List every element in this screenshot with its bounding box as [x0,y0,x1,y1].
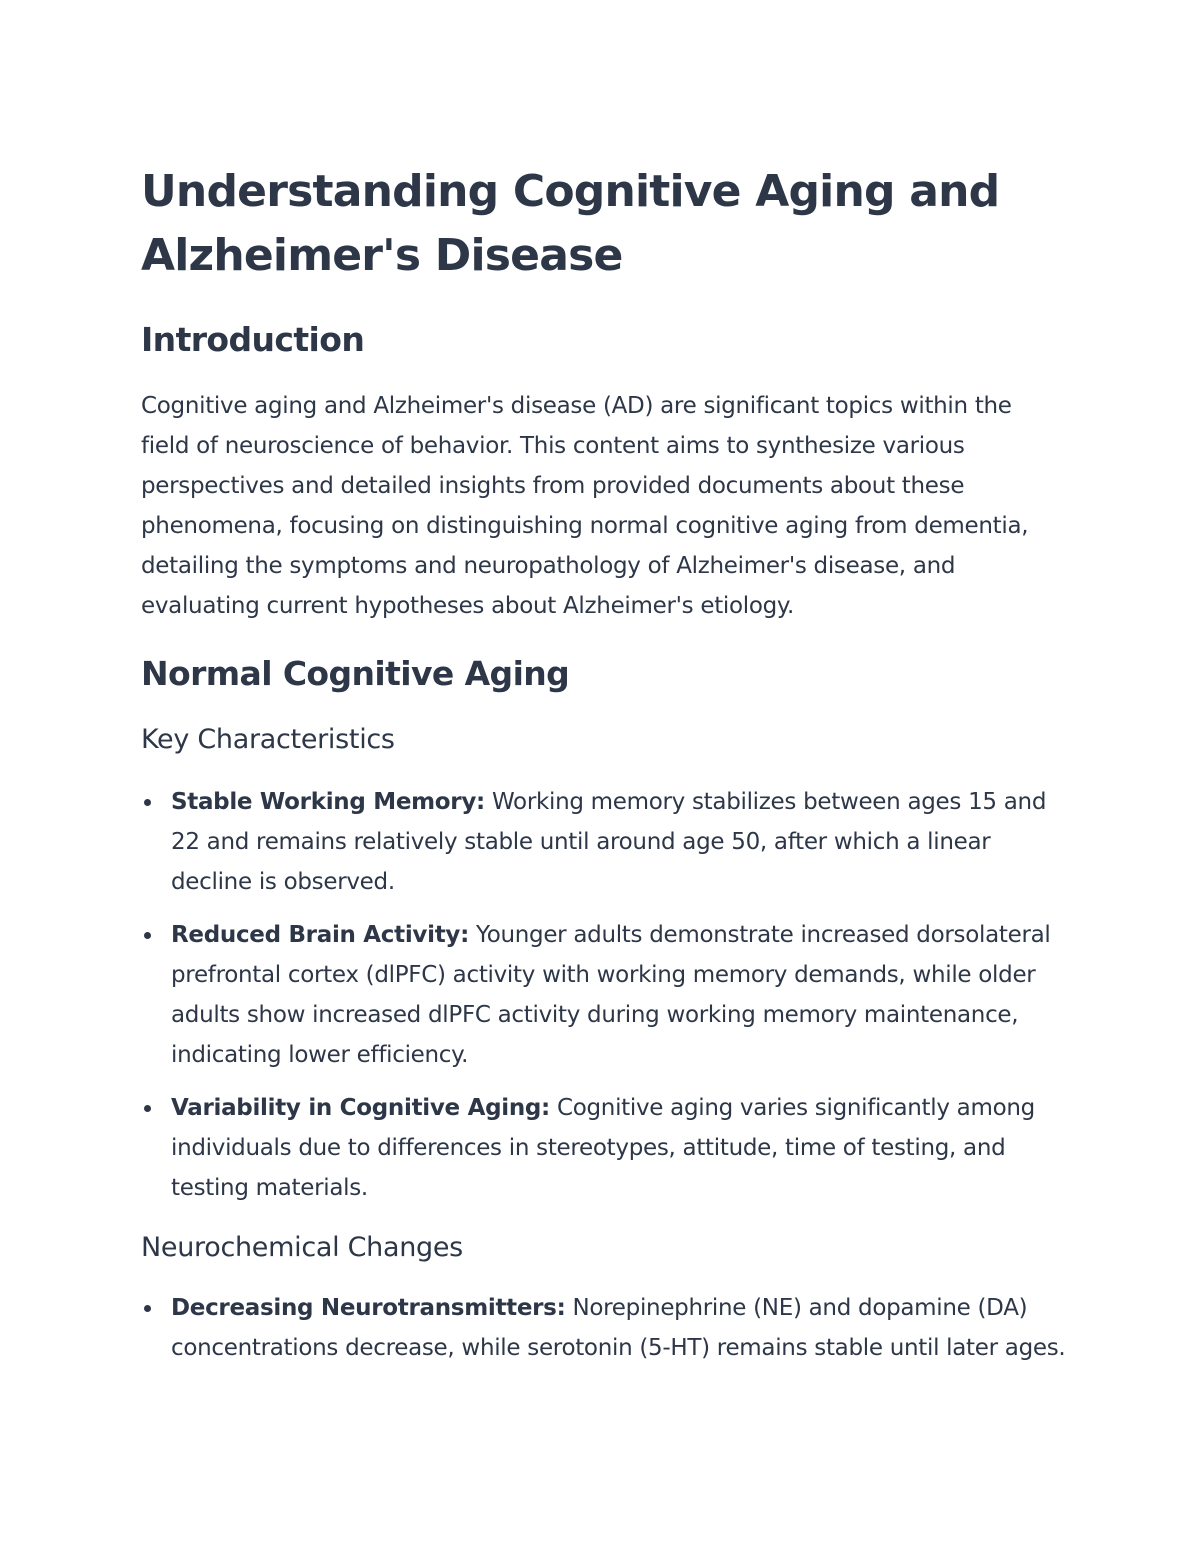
list-item-text: Working memory stabilizes between ages 15 and 22 and remains relatively stable until around age 50, after which a linear decline is observed. [171,789,1047,895]
bullet-icon [144,799,151,806]
document-page [141,160,1066,1368]
bullet-icon [144,1305,151,1312]
list-item-term: Variability in Cognitive Aging: [171,1095,550,1121]
introduction-paragraph: Cognitive aging and Alzheimer's disease (AD) are significant topics within the field of neuroscience of behavior. This content aims to synthesize various perspectives and detailed insights from provided documents about these phenomena, focusing on distinguishing normal cognitive aging from dementia, detailing the symptoms and neuropathology of Alzheimer's disease, and evaluating current hypotheses about Alzheimer's etiology. [141,393,1029,619]
list-item-term: Stable Working Memory: [171,789,485,815]
normal-aging-heading: Normal Cognitive Aging [141,654,570,693]
document-title: Understanding Cognitive Aging and Alzheimer's Disease [141,166,1000,281]
list-item [141,915,1066,1075]
neurochemical-changes-list [141,1288,1066,1368]
bullet-icon [144,1105,151,1112]
list-item-text: Younger adults demonstrate increased dorsolateral prefrontal cortex (dlPFC) activity with working memory demands, while older adults show increased dlPFC activity during working memory maintenance, indicating lower efficiency. [171,922,1051,1068]
neurochemical-changes-heading: Neurochemical Changes [141,1232,463,1263]
list-item [141,1288,1066,1368]
list-item [141,1088,1066,1208]
list-item-text: Cognitive aging varies significantly among individuals due to differences in stereotypes, attitude, time of testing, and testing materials. [171,1095,1035,1201]
bullet-icon [144,932,151,939]
list-item-term: Decreasing Neurotransmitters: [171,1295,566,1321]
list-item-term: Reduced Brain Activity: [171,922,469,948]
key-characteristics-heading: Key Characteristics [141,724,395,755]
key-characteristics-list [141,782,1066,1208]
list-item-text: Norepinephrine (NE) and dopamine (DA) concentrations decrease, while serotonin (5-HT) remains stable until later ages. [171,1295,1066,1361]
introduction-heading: Introduction [141,320,365,359]
list-item [141,782,1066,902]
